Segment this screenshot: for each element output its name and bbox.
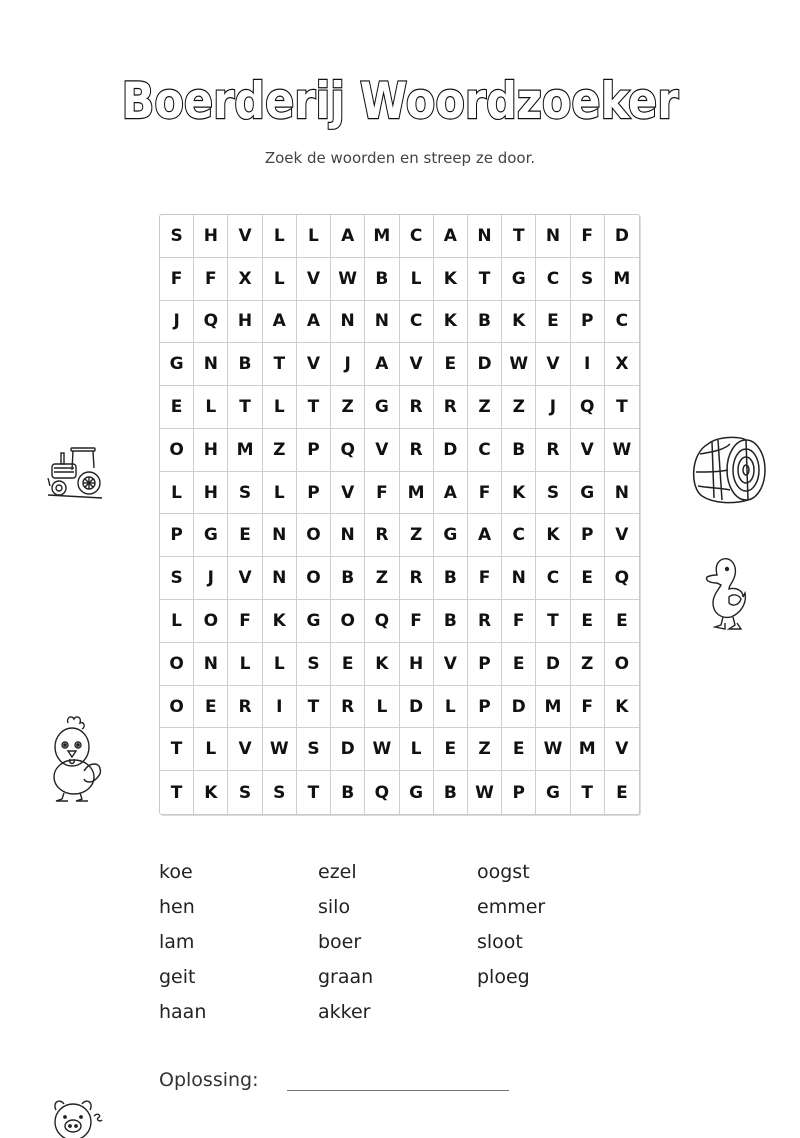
word-list-item: geit <box>159 966 196 988</box>
grid-cell[interactable]: Q <box>365 771 399 814</box>
grid-cell[interactable]: F <box>400 600 434 643</box>
grid-cell[interactable]: E <box>228 514 262 557</box>
grid-cell[interactable]: I <box>571 343 605 386</box>
grid-cell[interactable]: C <box>536 258 570 301</box>
page-title: Boerderij Woordzoeker <box>121 72 679 130</box>
grid-cell[interactable]: S <box>536 472 570 515</box>
grid-cell[interactable]: T <box>228 386 262 429</box>
grid-cell[interactable]: D <box>502 686 536 729</box>
tractor-icon <box>44 442 106 500</box>
grid-cell[interactable]: R <box>400 386 434 429</box>
word-list-item: koe <box>159 861 193 883</box>
grid-cell[interactable]: B <box>331 771 365 814</box>
grid-cell[interactable]: T <box>536 600 570 643</box>
grid-cell[interactable]: E <box>571 557 605 600</box>
grid-cell[interactable]: F <box>468 557 502 600</box>
grid-cell[interactable]: N <box>194 643 228 686</box>
grid-cell[interactable]: K <box>502 301 536 344</box>
grid-cell[interactable]: H <box>194 215 228 258</box>
grid-cell[interactable]: F <box>160 258 194 301</box>
grid-cell[interactable]: L <box>194 386 228 429</box>
grid-cell[interactable]: F <box>228 600 262 643</box>
grid-cell[interactable]: V <box>228 215 262 258</box>
word-list-item: silo <box>318 896 351 918</box>
grid-cell[interactable]: X <box>228 258 262 301</box>
grid-cell[interactable]: A <box>297 301 331 344</box>
grid-cell[interactable]: N <box>605 472 639 515</box>
grid-cell[interactable]: J <box>536 386 570 429</box>
grid-cell[interactable]: L <box>297 215 331 258</box>
grid-cell[interactable]: Z <box>468 728 502 771</box>
grid-cell[interactable]: O <box>297 514 331 557</box>
grid-cell[interactable]: M <box>228 429 262 472</box>
grid-cell[interactable]: W <box>365 728 399 771</box>
grid-cell[interactable]: E <box>194 686 228 729</box>
grid-cell[interactable]: Z <box>263 429 297 472</box>
grid-cell[interactable]: P <box>502 771 536 814</box>
grid-cell[interactable]: S <box>263 771 297 814</box>
grid-cell[interactable]: O <box>194 600 228 643</box>
word-list <box>159 858 639 1033</box>
grid-cell[interactable]: O <box>297 557 331 600</box>
grid-cell[interactable]: N <box>536 215 570 258</box>
grid-cell[interactable]: L <box>263 258 297 301</box>
grid-cell[interactable]: G <box>160 343 194 386</box>
grid-cell[interactable]: E <box>571 600 605 643</box>
grid-cell[interactable]: C <box>400 215 434 258</box>
grid-cell[interactable]: L <box>400 728 434 771</box>
grid-cell[interactable]: H <box>228 301 262 344</box>
grid-cell[interactable]: B <box>434 600 468 643</box>
grid-cell[interactable]: F <box>571 686 605 729</box>
grid-cell[interactable]: R <box>400 557 434 600</box>
grid-cell[interactable]: T <box>263 343 297 386</box>
grid-cell[interactable]: R <box>536 429 570 472</box>
grid-cell[interactable]: N <box>331 514 365 557</box>
grid-cell[interactable]: F <box>468 472 502 515</box>
grid-cell[interactable]: I <box>263 686 297 729</box>
grid-cell[interactable]: T <box>160 728 194 771</box>
grid-cell[interactable]: B <box>331 557 365 600</box>
grid-cell[interactable]: D <box>605 215 639 258</box>
grid-cell[interactable]: O <box>160 429 194 472</box>
grid-cell[interactable]: V <box>228 557 262 600</box>
grid-cell[interactable]: O <box>160 643 194 686</box>
grid-cell[interactable]: D <box>400 686 434 729</box>
grid-cell[interactable]: E <box>502 643 536 686</box>
grid-cell[interactable]: J <box>194 557 228 600</box>
grid-cell[interactable]: E <box>331 643 365 686</box>
grid-cell[interactable]: G <box>502 258 536 301</box>
grid-cell[interactable]: N <box>365 301 399 344</box>
grid-cell[interactable]: V <box>434 643 468 686</box>
grid-cell[interactable]: W <box>263 728 297 771</box>
grid-cell[interactable]: V <box>605 728 639 771</box>
grid-cell[interactable]: P <box>160 514 194 557</box>
solution-answer-line[interactable] <box>287 1090 509 1091</box>
grid-cell[interactable]: H <box>400 643 434 686</box>
grid-cell[interactable]: V <box>228 728 262 771</box>
grid-cell[interactable]: A <box>434 472 468 515</box>
word-list-item: hen <box>159 896 195 918</box>
word-list-item: haan <box>159 1001 207 1023</box>
grid-cell[interactable]: L <box>263 215 297 258</box>
grid-cell[interactable]: W <box>605 429 639 472</box>
grid-cell[interactable]: B <box>502 429 536 472</box>
grid-cell[interactable]: C <box>400 301 434 344</box>
grid-cell[interactable]: Q <box>194 301 228 344</box>
pig-icon <box>48 1098 104 1138</box>
grid-cell[interactable]: E <box>502 728 536 771</box>
grid-cell[interactable]: K <box>502 472 536 515</box>
grid-cell[interactable]: D <box>468 343 502 386</box>
grid-cell[interactable]: K <box>263 600 297 643</box>
grid-cell[interactable]: M <box>365 215 399 258</box>
grid-cell[interactable]: B <box>434 557 468 600</box>
grid-cell[interactable]: A <box>434 215 468 258</box>
grid-cell[interactable]: L <box>263 386 297 429</box>
grid-cell[interactable]: G <box>536 771 570 814</box>
grid-cell[interactable]: W <box>468 771 502 814</box>
word-list-item: ezel <box>318 861 357 883</box>
grid-cell[interactable]: B <box>228 343 262 386</box>
grid-cell[interactable]: T <box>297 771 331 814</box>
word-list-item <box>477 998 637 1033</box>
solution-label: Oplossing: <box>159 1069 259 1091</box>
grid-cell[interactable]: R <box>434 386 468 429</box>
grid-cell[interactable]: C <box>468 429 502 472</box>
word-search-grid <box>159 214 640 815</box>
grid-cell[interactable]: M <box>400 472 434 515</box>
grid-cell[interactable]: A <box>331 215 365 258</box>
grid-cell[interactable]: R <box>468 600 502 643</box>
grid-cell[interactable]: W <box>331 258 365 301</box>
grid-cell[interactable]: O <box>605 643 639 686</box>
grid-cell[interactable]: N <box>194 343 228 386</box>
grid-cell[interactable]: P <box>571 514 605 557</box>
grid-cell[interactable]: A <box>468 514 502 557</box>
grid-cell[interactable]: V <box>605 514 639 557</box>
grid-cell[interactable]: L <box>365 686 399 729</box>
grid-cell[interactable]: R <box>228 686 262 729</box>
grid-cell[interactable]: A <box>365 343 399 386</box>
grid-cell[interactable]: B <box>434 771 468 814</box>
grid-cell[interactable]: V <box>400 343 434 386</box>
grid-cell[interactable]: J <box>331 343 365 386</box>
grid-cell[interactable]: S <box>160 557 194 600</box>
hay-bale-icon <box>688 432 770 508</box>
grid-cell[interactable]: V <box>365 429 399 472</box>
grid-cell[interactable]: Z <box>571 643 605 686</box>
grid-cell[interactable]: S <box>160 215 194 258</box>
grid-cell[interactable]: F <box>365 472 399 515</box>
grid-cell[interactable]: V <box>536 343 570 386</box>
grid-cell[interactable]: T <box>297 686 331 729</box>
grid-cell[interactable]: P <box>297 472 331 515</box>
grid-cell[interactable]: W <box>502 343 536 386</box>
grid-cell[interactable]: G <box>571 472 605 515</box>
chick-icon <box>46 713 104 805</box>
grid-cell[interactable]: E <box>160 386 194 429</box>
grid-cell[interactable]: D <box>536 643 570 686</box>
grid-cell[interactable]: L <box>160 472 194 515</box>
grid-cell[interactable]: T <box>468 258 502 301</box>
grid-cell[interactable]: S <box>297 728 331 771</box>
grid-cell[interactable]: O <box>160 686 194 729</box>
grid-cell[interactable]: D <box>331 728 365 771</box>
grid-cell[interactable]: B <box>468 301 502 344</box>
grid-cell[interactable]: N <box>468 215 502 258</box>
grid-cell[interactable]: C <box>605 301 639 344</box>
grid-cell[interactable]: C <box>502 514 536 557</box>
grid-cell[interactable]: N <box>263 557 297 600</box>
word-list-item: emmer <box>477 896 546 918</box>
word-list-item: lam <box>159 931 195 953</box>
grid-cell[interactable]: Q <box>365 600 399 643</box>
grid-cell[interactable]: E <box>616 782 628 803</box>
grid-cell[interactable]: T <box>571 771 605 814</box>
grid-cell[interactable]: V <box>571 429 605 472</box>
grid-cell[interactable]: N <box>502 557 536 600</box>
grid-cell[interactable]: M <box>605 258 639 301</box>
grid-cell[interactable]: Q <box>571 386 605 429</box>
grid-cell[interactable]: T <box>297 386 331 429</box>
grid-cell[interactable]: L <box>228 643 262 686</box>
grid-cell[interactable]: P <box>297 429 331 472</box>
grid-cell[interactable]: Z <box>331 386 365 429</box>
grid-cell[interactable]: D <box>434 429 468 472</box>
grid-cell[interactable]: S <box>571 258 605 301</box>
grid-cell[interactable]: N <box>331 301 365 344</box>
grid-cell[interactable]: Z <box>365 557 399 600</box>
grid-cell[interactable]: W <box>536 728 570 771</box>
grid-cell[interactable]: Z <box>502 386 536 429</box>
word-list-item: sloot <box>477 931 523 953</box>
grid-cell[interactable]: S <box>297 643 331 686</box>
grid-cell[interactable]: P <box>571 301 605 344</box>
word-list-item: oogst <box>477 861 530 883</box>
grid-cell[interactable]: O <box>331 600 365 643</box>
word-list-item: graan <box>318 966 374 988</box>
grid-cell[interactable]: K <box>536 514 570 557</box>
grid-cell[interactable]: X <box>605 343 639 386</box>
grid-cell[interactable]: L <box>263 472 297 515</box>
grid-cell[interactable]: G <box>400 771 434 814</box>
grid-cell[interactable]: P <box>468 643 502 686</box>
grid-cell[interactable]: T <box>502 215 536 258</box>
grid-cell[interactable]: F <box>571 215 605 258</box>
grid-cell[interactable]: K <box>434 301 468 344</box>
grid-cell[interactable]: Z <box>468 386 502 429</box>
grid-cell[interactable]: Z <box>400 514 434 557</box>
grid-cell[interactable]: E <box>434 343 468 386</box>
grid-cell[interactable]: K <box>605 686 639 729</box>
grid-cell[interactable]: G <box>365 386 399 429</box>
grid-cell[interactable]: K <box>194 771 228 814</box>
grid-cell[interactable]: M <box>571 728 605 771</box>
grid-cell[interactable]: G <box>297 600 331 643</box>
grid-cell[interactable]: R <box>400 429 434 472</box>
grid-cell[interactable]: F <box>502 600 536 643</box>
grid-cell[interactable]: K <box>434 258 468 301</box>
grid-cell[interactable]: H <box>194 429 228 472</box>
grid-cell[interactable]: J <box>160 301 194 344</box>
grid-cell[interactable]: S <box>228 472 262 515</box>
grid-cell[interactable]: T <box>160 771 194 814</box>
page-subtitle: Zoek de woorden en streep ze door. <box>264 149 536 167</box>
grid-cell[interactable]: R <box>331 686 365 729</box>
grid-cell[interactable]: V <box>297 343 331 386</box>
grid-cell[interactable]: F <box>194 258 228 301</box>
grid-cell[interactable]: H <box>194 472 228 515</box>
grid-cell[interactable]: G <box>434 514 468 557</box>
grid-cell[interactable]: L <box>263 643 297 686</box>
grid-cell[interactable]: G <box>194 514 228 557</box>
grid-cell[interactable]: E <box>434 728 468 771</box>
duck-icon <box>703 553 747 635</box>
grid-cell[interactable]: L <box>194 728 228 771</box>
grid-cell[interactable]: L <box>400 258 434 301</box>
word-list-item: akker <box>318 1001 371 1023</box>
grid-cell[interactable]: C <box>536 557 570 600</box>
grid-cell[interactable]: A <box>263 301 297 344</box>
grid-cell[interactable]: E <box>605 600 639 643</box>
grid-cell[interactable]: K <box>365 643 399 686</box>
grid-cell[interactable]: R <box>365 514 399 557</box>
grid-cell[interactable]: E <box>536 301 570 344</box>
grid-cell[interactable]: T <box>605 386 639 429</box>
grid-cell[interactable]: V <box>297 258 331 301</box>
grid-cell[interactable]: S <box>228 771 262 814</box>
grid-cell[interactable]: L <box>434 686 468 729</box>
grid-cell[interactable]: P <box>468 686 502 729</box>
grid-cell[interactable]: Q <box>605 557 639 600</box>
grid-cell[interactable]: N <box>263 514 297 557</box>
grid-cell[interactable]: L <box>160 600 194 643</box>
grid-cell[interactable]: Q <box>331 429 365 472</box>
grid-cell[interactable]: M <box>536 686 570 729</box>
word-list-item: ploeg <box>477 966 530 988</box>
word-list-item: boer <box>318 931 362 953</box>
grid-cell[interactable]: V <box>331 472 365 515</box>
grid-cell[interactable]: B <box>365 258 399 301</box>
